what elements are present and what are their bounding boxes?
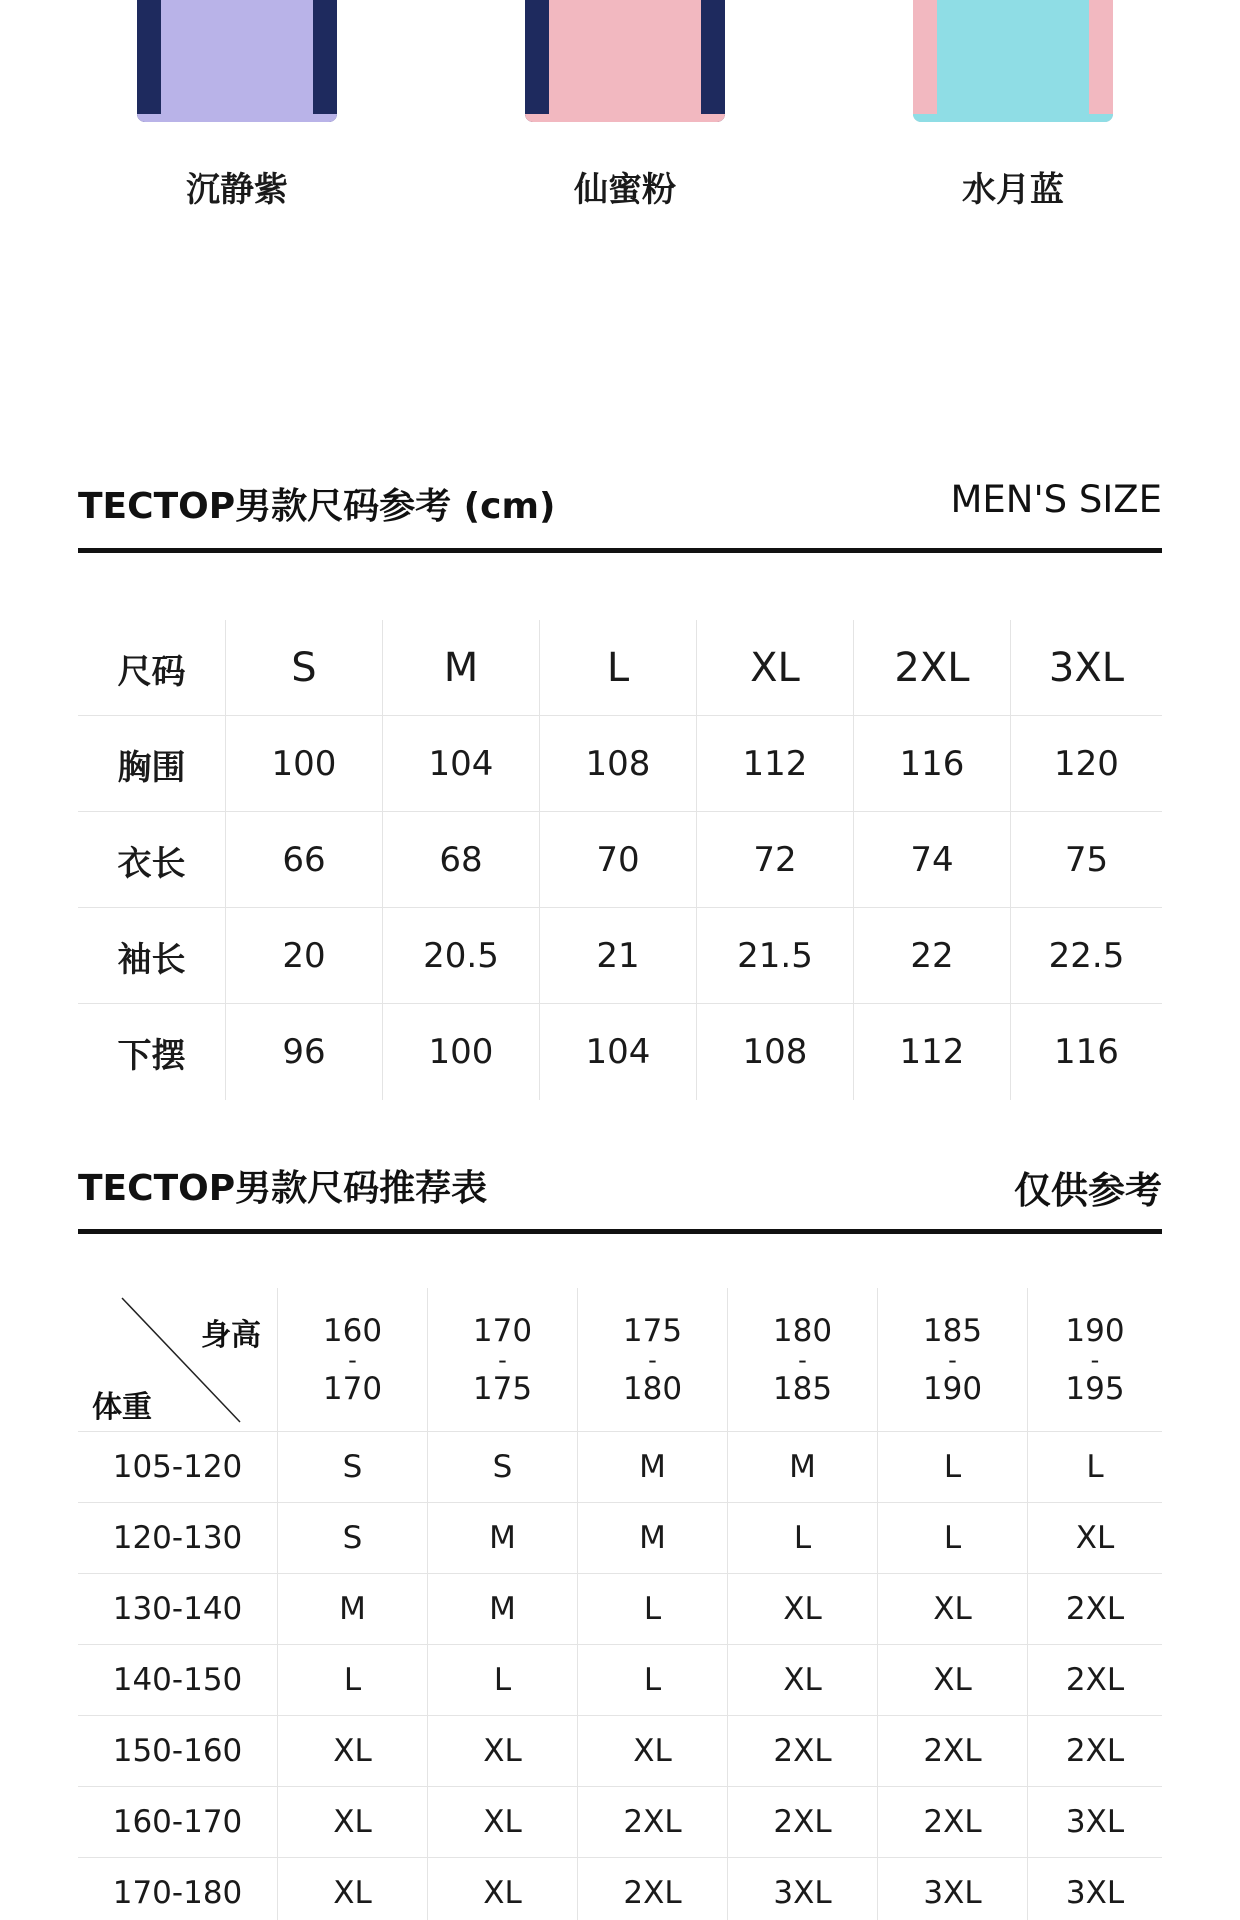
size-value: 104	[383, 716, 540, 812]
height-from: 175	[622, 1312, 683, 1349]
size-header-row	[78, 620, 1162, 716]
color-option[interactable]	[913, 0, 1113, 210]
rec-row	[78, 1716, 1162, 1787]
recommended-size: XL	[278, 1787, 428, 1857]
recommended-size: XL	[428, 1787, 578, 1857]
weight-label: 体重	[92, 1390, 152, 1425]
height-from: 190	[1065, 1312, 1125, 1349]
row-label: 胸围	[78, 716, 226, 812]
recommended-size: 2XL	[578, 1787, 728, 1857]
recommended-size: XL	[1075, 1520, 1115, 1556]
size-value: 75	[1064, 840, 1109, 880]
height-range-header	[728, 1288, 878, 1431]
height-from: 180	[772, 1312, 833, 1349]
size-value: 108	[540, 716, 697, 812]
recommended-size: XL	[278, 1716, 428, 1786]
row-label: 袖长	[78, 908, 226, 1004]
size-row	[78, 1004, 1162, 1100]
recommended-size: 2XL	[878, 1716, 1028, 1786]
recommended-size: XL	[728, 1574, 878, 1644]
size-column-header: 2XL	[854, 620, 1011, 716]
size-section-title: TECTOP男款尺码参考 (cm)	[78, 486, 556, 527]
recommended-size: M	[428, 1574, 578, 1644]
rec-row	[78, 1858, 1162, 1920]
size-value: 68	[383, 812, 540, 908]
weight-range: 170-180	[78, 1858, 278, 1920]
size-value: 22	[854, 908, 1011, 1004]
recommended-size: 3XL	[1065, 1875, 1125, 1911]
size-column-header: M	[383, 620, 540, 716]
height-to: 195	[1065, 1370, 1125, 1407]
section-divider	[78, 548, 1162, 553]
recommended-size: XL	[878, 1574, 1028, 1644]
size-value: 74	[854, 812, 1011, 908]
color-name: 仙蜜粉	[574, 170, 676, 210]
rec-row	[78, 1787, 1162, 1858]
recommended-size: M	[728, 1432, 878, 1502]
recommended-size: 2XL	[1065, 1662, 1125, 1698]
recommended-size: L	[878, 1503, 1028, 1573]
size-value: 120	[1054, 744, 1119, 784]
size-value: 112	[854, 1004, 1011, 1100]
weight-range: 120-130	[78, 1503, 278, 1573]
size-value: 20	[226, 908, 383, 1004]
size-section-subtitle: MEN'S SIZE	[950, 478, 1162, 521]
recommended-size: M	[278, 1574, 428, 1644]
rec-row	[78, 1503, 1162, 1574]
shirt-swatch-pink	[525, 0, 725, 122]
size-value: 116	[1054, 1032, 1119, 1072]
size-value: 100	[226, 716, 383, 812]
size-value: 70	[540, 812, 697, 908]
size-value: 100	[383, 1004, 540, 1100]
height-to: 180	[622, 1370, 683, 1407]
recommended-size: L	[578, 1574, 728, 1644]
height-from: 160	[322, 1312, 383, 1349]
row-label: 衣长	[78, 812, 226, 908]
section-divider	[78, 1229, 1162, 1234]
recommended-size: XL	[428, 1858, 578, 1920]
range-separator: -	[798, 1345, 807, 1374]
recommended-size: L	[878, 1432, 1028, 1502]
size-recommendation-table	[78, 1288, 1162, 1920]
recommended-size: M	[578, 1432, 728, 1502]
recommended-size: 3XL	[1065, 1804, 1125, 1840]
size-value: 116	[854, 716, 1011, 812]
range-separator: -	[648, 1345, 657, 1374]
size-column-header: XL	[697, 620, 854, 716]
recommended-size: 2XL	[878, 1787, 1028, 1857]
recommended-size: 2XL	[1065, 1733, 1125, 1769]
size-column-header: L	[540, 620, 697, 716]
weight-range: 140-150	[78, 1645, 278, 1715]
rec-row	[78, 1645, 1162, 1716]
height-to: 175	[472, 1370, 533, 1407]
height-to: 190	[922, 1370, 983, 1407]
recommended-size: 3XL	[878, 1858, 1028, 1920]
recommended-size: L	[428, 1645, 578, 1715]
size-value: 21	[540, 908, 697, 1004]
shirt-swatch-blue	[913, 0, 1113, 122]
recommended-size: XL	[878, 1645, 1028, 1715]
height-to: 185	[772, 1370, 833, 1407]
height-from: 185	[922, 1312, 983, 1349]
recommended-size: 2XL	[1065, 1591, 1125, 1627]
recommended-size: XL	[278, 1858, 428, 1920]
size-value: 66	[226, 812, 383, 908]
size-row	[78, 716, 1162, 812]
size-reference-table	[78, 620, 1162, 1100]
color-options	[0, 0, 1240, 220]
recommended-size: XL	[428, 1716, 578, 1786]
rec-section-header	[78, 1160, 1162, 1224]
size-column-header: S	[226, 620, 383, 716]
recommended-size: S	[278, 1503, 428, 1573]
color-name: 水月蓝	[962, 170, 1064, 210]
recommended-size: 2XL	[728, 1787, 878, 1857]
size-value: 96	[226, 1004, 383, 1100]
range-separator: -	[498, 1345, 507, 1374]
height-from: 170	[472, 1312, 533, 1349]
recommended-size: 3XL	[728, 1858, 878, 1920]
recommended-size: S	[278, 1432, 428, 1502]
recommended-size: S	[428, 1432, 578, 1502]
recommended-size: L	[578, 1645, 728, 1715]
rec-row	[78, 1574, 1162, 1645]
recommended-size: XL	[578, 1716, 728, 1786]
recommended-size: 2XL	[728, 1716, 878, 1786]
rec-section-title: TECTOP男款尺码推荐表	[78, 1168, 488, 1209]
rec-section-subtitle: 仅供参考	[1014, 1169, 1162, 1212]
weight-range: 160-170	[78, 1787, 278, 1857]
size-value: 20.5	[383, 908, 540, 1004]
weight-range: 130-140	[78, 1574, 278, 1644]
size-column-header: 3XL	[1048, 645, 1125, 691]
range-separator: -	[948, 1345, 957, 1374]
height-range-header	[878, 1288, 1028, 1431]
range-separator: -	[1090, 1345, 1100, 1374]
weight-range: 150-160	[78, 1716, 278, 1786]
color-option[interactable]	[525, 0, 725, 210]
height-to: 170	[322, 1370, 383, 1407]
size-row	[78, 908, 1162, 1004]
height-range-header	[278, 1288, 428, 1431]
recommended-size: XL	[728, 1645, 878, 1715]
height-label: 身高	[201, 1318, 261, 1353]
size-row	[78, 812, 1162, 908]
color-option[interactable]	[137, 0, 337, 210]
size-value: 72	[697, 812, 854, 908]
rec-header-row	[78, 1288, 1162, 1432]
size-value: 112	[697, 716, 854, 812]
weight-range: 105-120	[78, 1432, 278, 1502]
shirt-swatch-purple	[137, 0, 337, 122]
range-separator: -	[348, 1345, 357, 1374]
row-label: 下摆	[78, 1004, 226, 1100]
size-section-header	[78, 478, 1162, 542]
height-range-header	[1028, 1288, 1162, 1431]
color-name: 沉静紫	[186, 170, 288, 210]
recommended-size: M	[578, 1503, 728, 1573]
recommended-size: L	[278, 1645, 428, 1715]
row-label: 尺码	[78, 620, 226, 716]
recommended-size: L	[728, 1503, 878, 1573]
height-range-header	[428, 1288, 578, 1431]
height-range-header	[578, 1288, 728, 1431]
corner-cell	[78, 1288, 278, 1432]
recommended-size: M	[428, 1503, 578, 1573]
size-value: 104	[540, 1004, 697, 1100]
size-value: 22.5	[1048, 936, 1125, 976]
size-value: 21.5	[697, 908, 854, 1004]
rec-row	[78, 1432, 1162, 1503]
recommended-size: L	[1086, 1449, 1104, 1485]
size-value: 108	[697, 1004, 854, 1100]
recommended-size: 2XL	[578, 1858, 728, 1920]
